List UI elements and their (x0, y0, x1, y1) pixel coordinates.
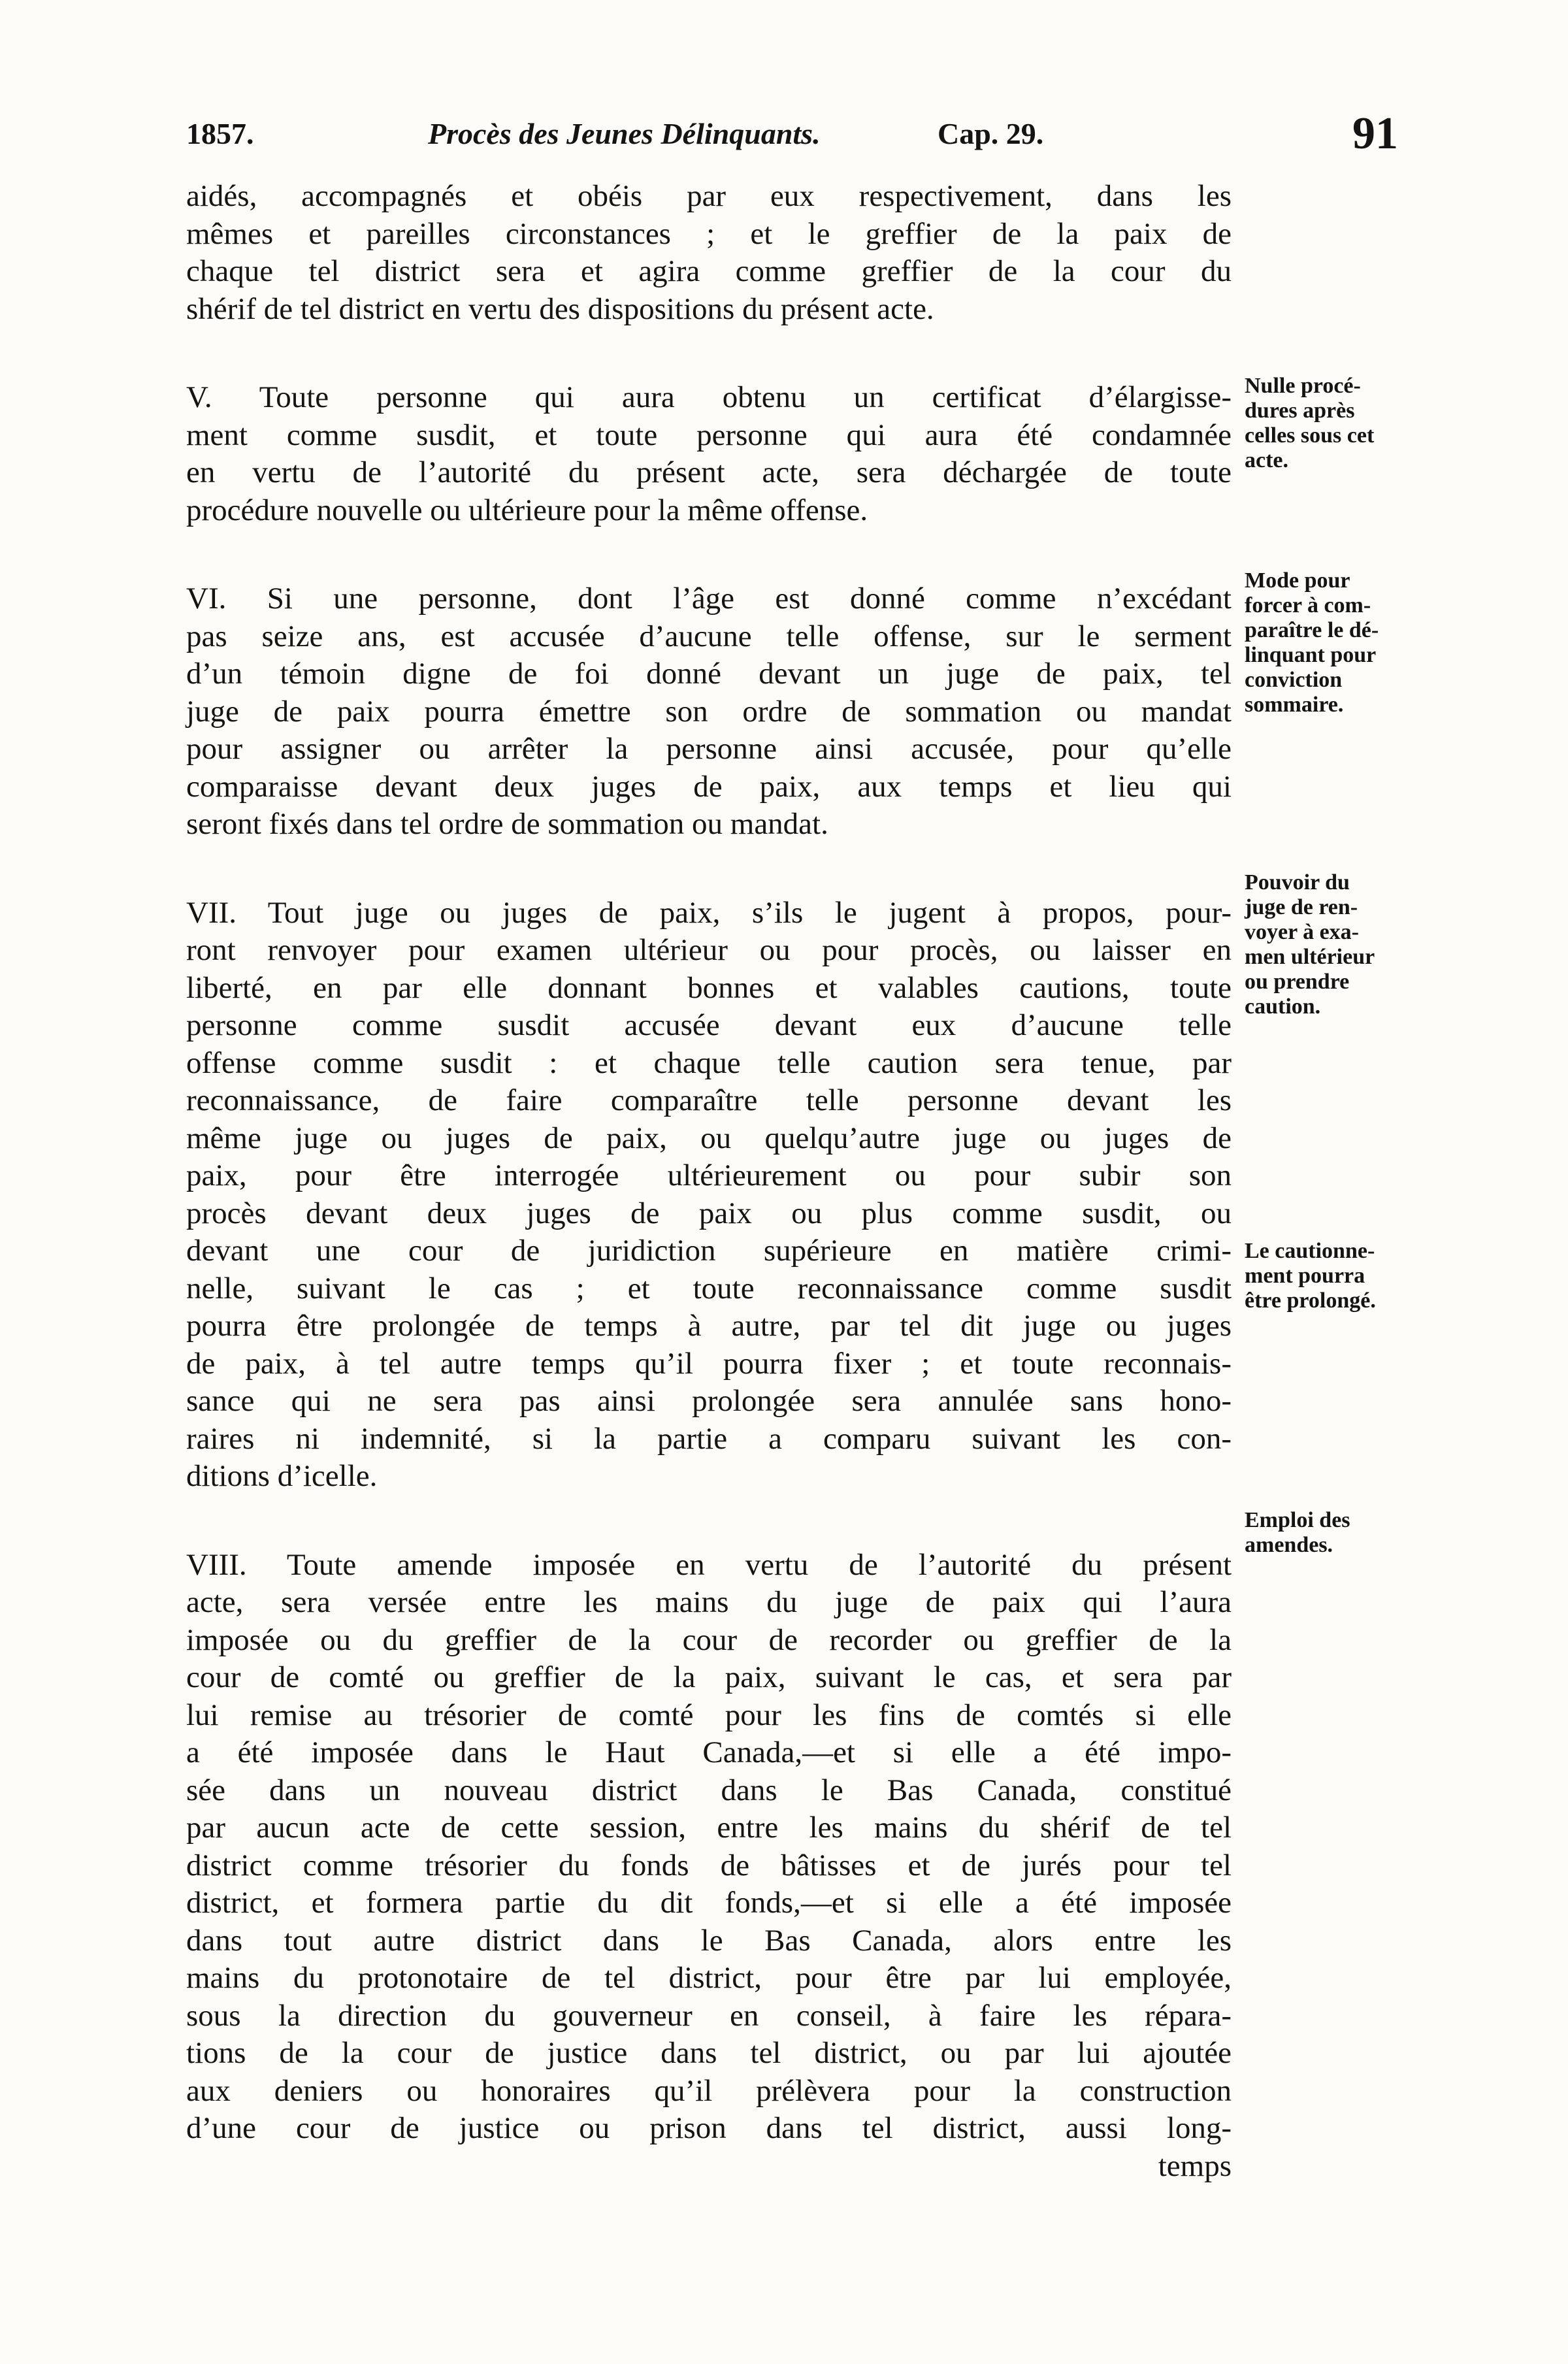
text-line: VII. Tout juge ou juges de paix, s’ils le jugent à propos, pour- (186, 895, 1232, 930)
text-line: juge de paix pourra émettre son ordre de sommation ou mandat (186, 694, 1232, 729)
text-line: même juge ou juges de paix, ou quelqu’autre juge ou juges de (186, 1121, 1232, 1155)
text-line: acte, sera versée entre les mains du juge de paix qui l’aura (186, 1585, 1232, 1619)
running-head (186, 105, 1398, 163)
page-number: 91 (1352, 108, 1398, 159)
text-line: liberté, en par elle donnant bonnes et valables cautions, toute (186, 970, 1232, 1005)
header-title: Procès des Jeunes Délinquants. (428, 117, 821, 150)
text-line: pas seize ans, est accusée d’aucune telle offense, sur le serment (186, 619, 1232, 653)
text-line: de paix, à tel autre temps qu’il pourra fixer ; et toute reconnais- (186, 1346, 1232, 1381)
text-line: ditions d’icelle. (186, 1459, 378, 1493)
text-line: paix, pour être interrogée ultérieurement ou pour subir son (186, 1158, 1232, 1192)
text-line: sance qui ne sera pas ainsi prolongée sera annulée sans hono- (186, 1384, 1232, 1418)
header-year: 1857. (186, 117, 254, 150)
text-line: raires ni indemnité, si la partie a comparu suivant les con- (186, 1421, 1232, 1456)
text-line: imposée ou du greffier de la cour de recorder ou greffier de la (186, 1622, 1232, 1657)
text-line: district comme trésorier du fonds de bâtisses et de jurés pour tel (186, 1848, 1232, 1882)
text-line: devant une cour de juridiction supérieure en matière crimi- (186, 1234, 1232, 1268)
margin-note-nulle-procedure: Nulle procé- dures après celles sous cet acte. (1245, 374, 1375, 472)
text-line: d’un témoin digne de foi donné devant un juge de paix, tel (186, 657, 1232, 691)
text-line: pour assigner ou arrêter la personne ainsi accusée, pour qu’elle (186, 732, 1232, 766)
margin-note-cautionnement: Le cautionne- ment pourra être prolongé. (1245, 1239, 1376, 1313)
text-line: offense comme susdit : et chaque telle caution sera tenue, par (186, 1045, 1232, 1080)
text-line: sée dans un nouveau district dans le Bas Canada, constitué (186, 1773, 1232, 1807)
text-line: seront fixés dans tel ordre de sommation ou mandat. (186, 807, 828, 841)
text-line: aux deniers ou honoraires qu’il prélèvera pour la construction (186, 2073, 1232, 2108)
text-line: ment comme susdit, et toute personne qui aura été condamnée (186, 418, 1232, 452)
text-line: VI. Si une personne, dont l’âge est donné comme n’excédant (186, 582, 1232, 616)
text-line: d’une cour de justice ou prison dans tel district, aussi long- (186, 2111, 1232, 2145)
text-line: nelle, suivant le cas ; et toute reconnaissance comme susdit (186, 1271, 1232, 1305)
text-line: lui remise au trésorier de comté pour les fins de comtés si elle (186, 1698, 1232, 1732)
section-viii (186, 1547, 1232, 2186)
margin-note-mode-pour-forcer: Mode pour forcer à com- paraître le dé- linquant pour conviction sommaire. (1245, 568, 1379, 717)
text-line: V. Toute personne qui aura obtenu un certificat d’élargisse- (186, 380, 1232, 414)
text-line: cour de comté ou greffier de la paix, suivant le cas, et sera par (186, 1660, 1232, 1694)
text-line: procès devant deux juges de paix ou plus comme susdit, ou (186, 1196, 1232, 1230)
text-line: personne comme susdit accusée devant eux d’aucune telle (186, 1008, 1232, 1042)
margin-note-pouvoir-du-juge: Pouvoir du juge de ren- voyer à exa- men ultérieur ou prendre caution. (1245, 870, 1375, 1019)
text-line: procédure nouvelle ou ultérieure pour la même offense. (186, 493, 868, 527)
text-line: chaque tel district sera et agira comme greffier de la cour du (186, 254, 1232, 288)
text-line: ront renvoyer pour examen ultérieur ou pour procès, ou laisser en (186, 933, 1232, 967)
header-chapter: Cap. 29. (938, 117, 1044, 150)
margin-note-emploi-des-amendes: Emploi des amendes. (1245, 1508, 1350, 1557)
text-line: VIII. Toute amende imposée en vertu de l’autorité du présent (186, 1547, 1232, 1582)
text-line: aidés, accompagnés et obéis par eux respectivement, dans les (186, 179, 1232, 213)
paragraph-continuation (186, 178, 1232, 328)
text-line: shérif de tel district en vertu des dispositions du présent acte. (186, 291, 934, 326)
text-line: comparaisse devant deux juges de paix, aux temps et lieu qui (186, 769, 1232, 804)
text-line: par aucun acte de cette session, entre les mains du shérif de tel (186, 1811, 1232, 1845)
catchword: temps (1158, 2148, 1232, 2183)
text-line: sous la direction du gouverneur en conseil, à faire les répara- (186, 1998, 1232, 2033)
text-line: mains du protonotaire de tel district, pour être par lui employée, (186, 1961, 1232, 1995)
section-vi (186, 580, 1232, 844)
text-line: en vertu de l’autorité du présent acte, sera déchargée de toute (186, 455, 1232, 489)
section-v (186, 379, 1232, 529)
text-line: pourra être prolongée de temps à autre, par tel dit juge ou juges (186, 1309, 1232, 1343)
text-line: tions de la cour de justice dans tel district, ou par lui ajoutée (186, 2036, 1232, 2070)
body-text (186, 178, 1232, 2185)
section-vii (186, 895, 1232, 1496)
text-line: a été imposée dans le Haut Canada,—et si elle a été impo- (186, 1735, 1232, 1769)
text-line: reconnaissance, de faire comparaître telle personne devant les (186, 1083, 1232, 1117)
text-line: district, et formera partie du dit fonds,—et si elle a été imposée (186, 1886, 1232, 1920)
text-line: mêmes et pareilles circonstances ; et le greffier de la paix de (186, 216, 1232, 251)
text-line: dans tout autre district dans le Bas Canada, alors entre les (186, 1923, 1232, 1958)
